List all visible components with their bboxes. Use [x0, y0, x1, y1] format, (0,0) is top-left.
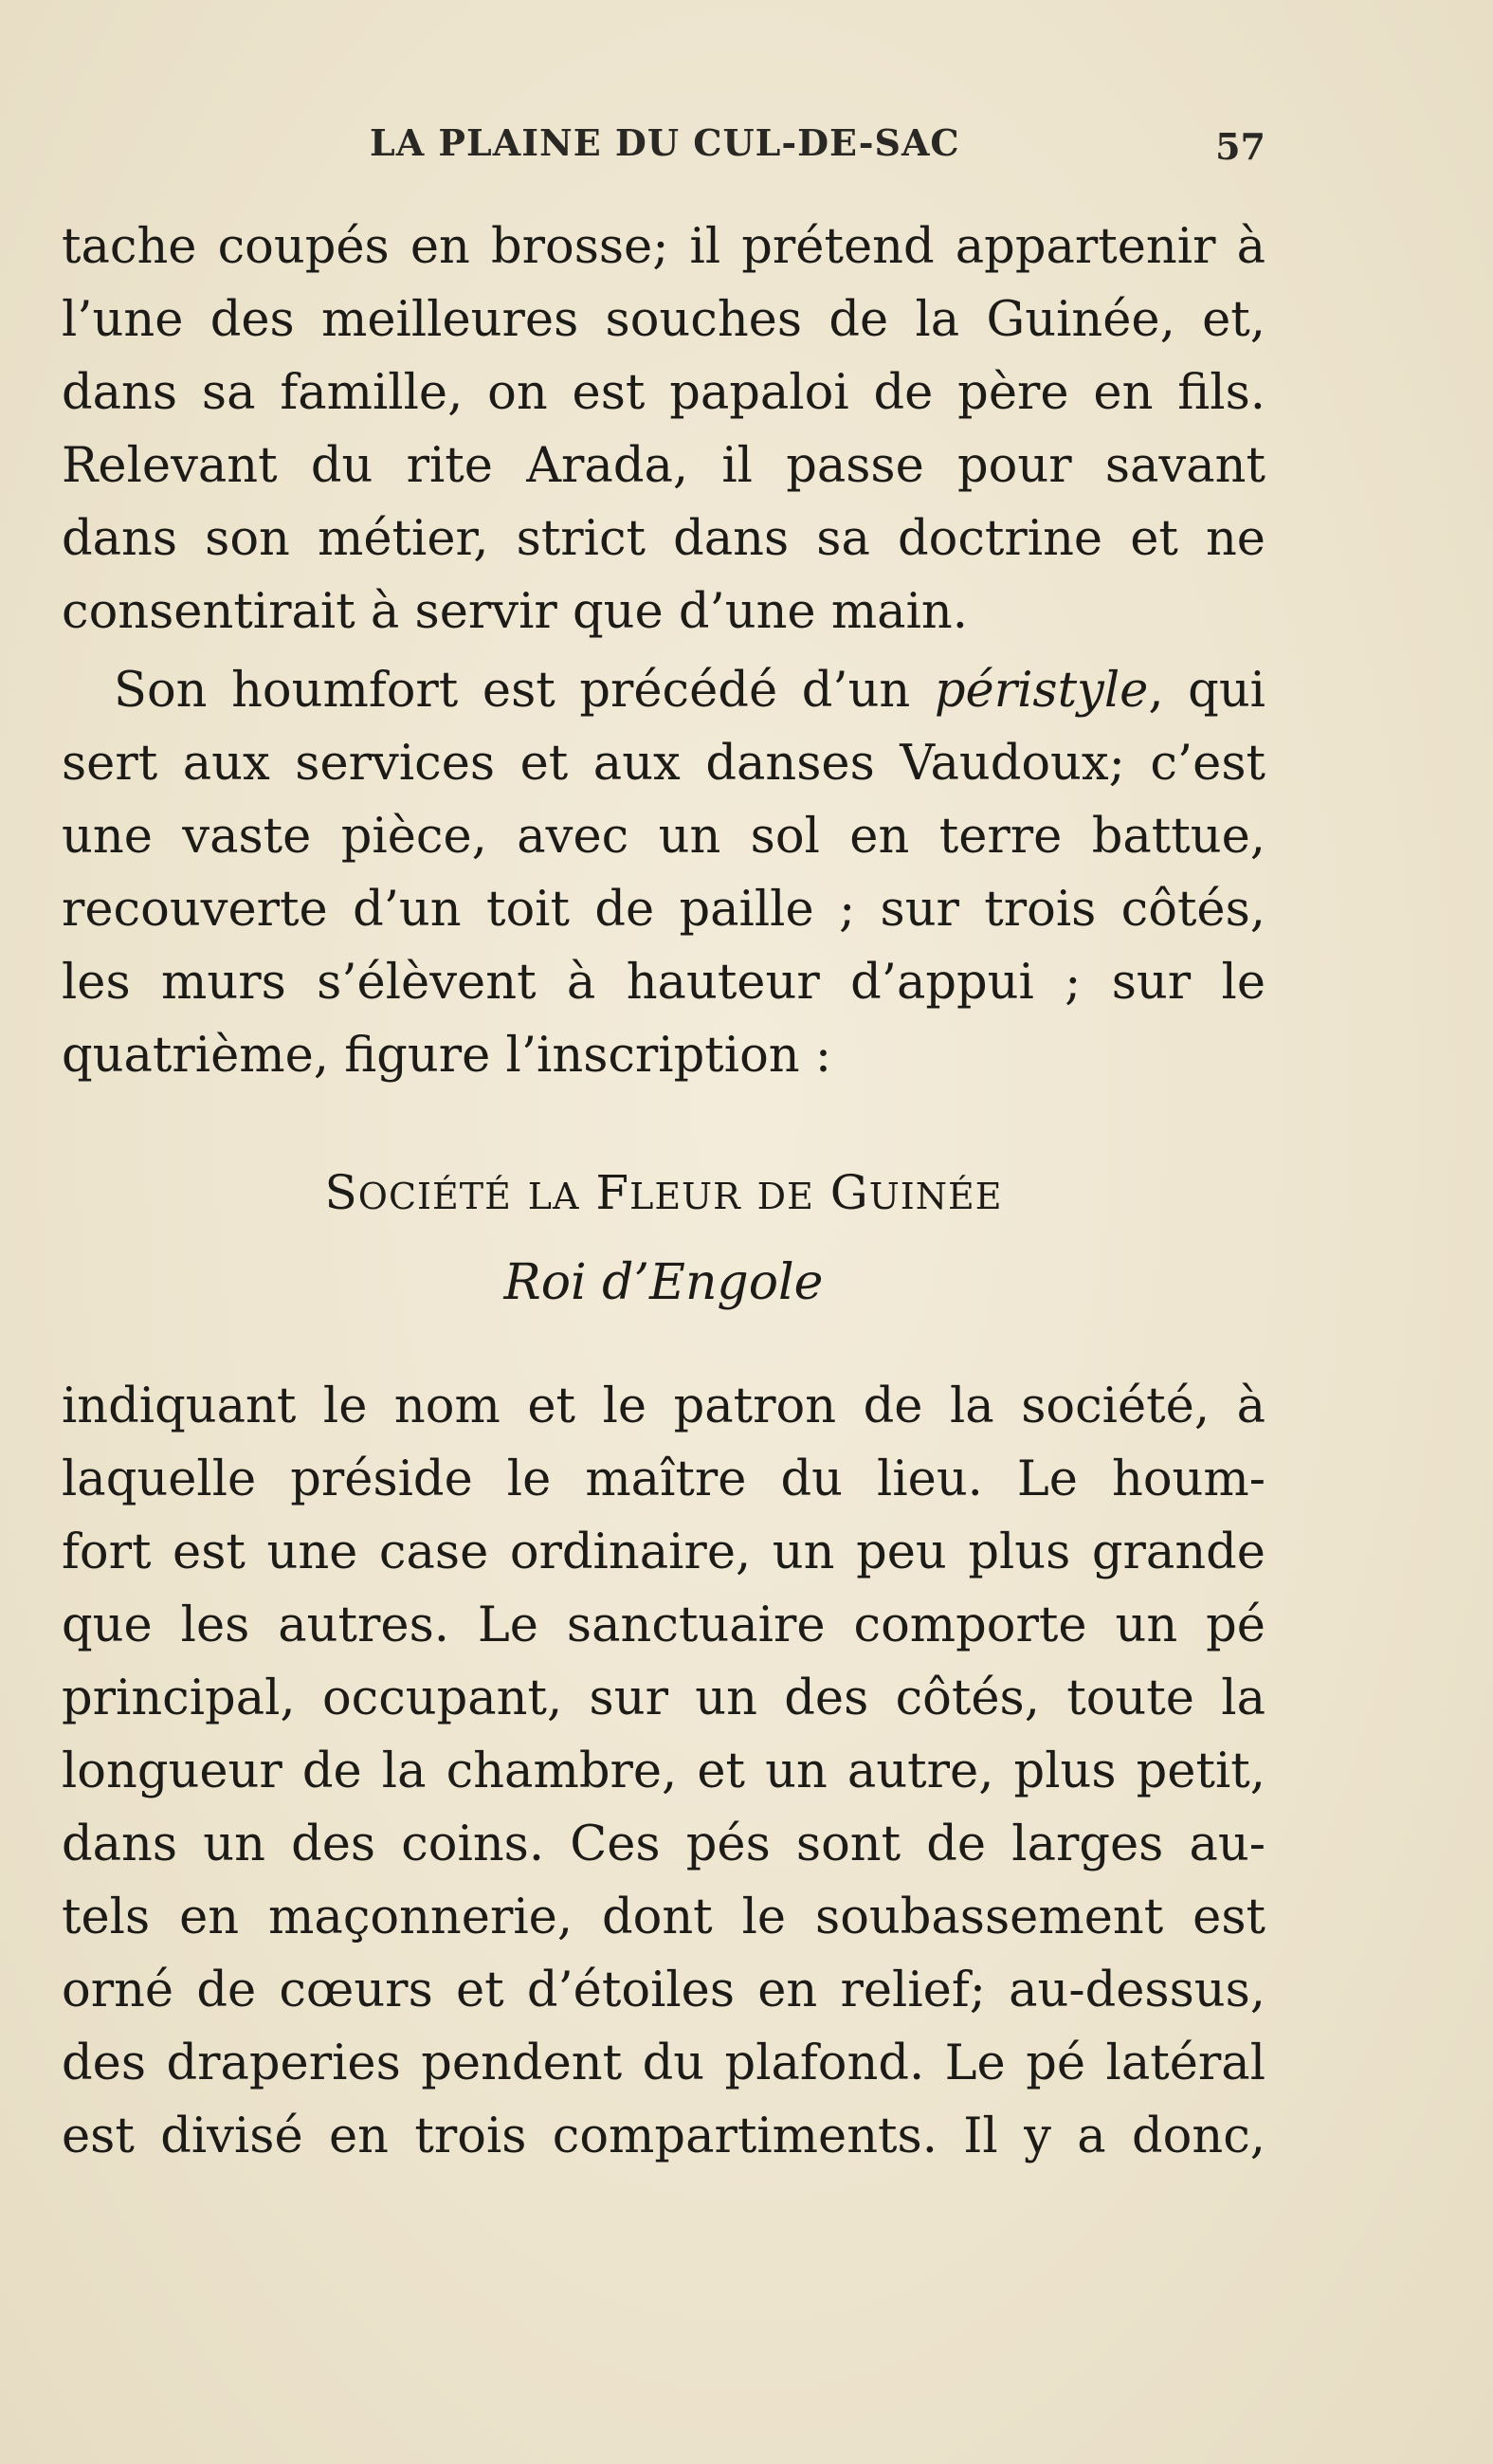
text-line: orné de cœurs et d’étoiles en relief; au-dessus,: [62, 1962, 1265, 2018]
text-line: dans son métier, strict dans sa doctrine et ne: [62, 511, 1265, 567]
paragraph-2: [62, 654, 1265, 1092]
page-header: [62, 121, 1265, 178]
inscription-word: F: [595, 1165, 630, 1220]
italic-term-peristyle: péristyle: [934, 663, 1149, 719]
text-line: l’une des meilleures souches de la Guinée, et,: [62, 292, 1265, 348]
inscription-title: [62, 1155, 1265, 1231]
text-line: dans sa famille, on est papaloi de père en fils.: [62, 365, 1265, 421]
text-line: dans un des coins. Ces pés sont de larges au-: [62, 1816, 1265, 1872]
text-line-with-italic: [62, 654, 1265, 727]
text-line: tels en maçonnerie, dont le soubassement est: [62, 1889, 1265, 1945]
text-line: est divisé en trois compartiments. Il y a donc,: [62, 2108, 1265, 2164]
text-line: Relevant du rite Arada, il passe pour savant: [62, 438, 1265, 494]
text-line: consentirait à servir que d’une main.: [62, 584, 968, 640]
text-line: tache coupés en brosse; il prétend appartenir à: [62, 219, 1265, 275]
text-line: quatrième, figure l’inscription :: [62, 1028, 832, 1084]
text-line: indiquant le nom et le patron de la société, à: [62, 1378, 1265, 1434]
text-line: longueur de la chambre, et un autre, plus petit,: [62, 1743, 1265, 1799]
inscription-word: OCIÉTÉ: [357, 1176, 512, 1217]
inscription-word: DE: [756, 1176, 814, 1217]
text-line: recouverte d’un toit de paille ; sur trois côtés,: [62, 882, 1265, 938]
paragraph-3: [62, 1370, 1265, 2173]
inscription-word: S: [324, 1165, 358, 1220]
inscription-word: LA: [527, 1176, 580, 1217]
inscription-word: UINÉE: [868, 1176, 1003, 1217]
inscription-word: LEUR: [629, 1176, 741, 1217]
text-segment: , qui: [1148, 663, 1265, 719]
text-segment: Son houmfort est précédé d’un: [114, 663, 935, 719]
inscription-word: G: [829, 1165, 869, 1220]
text-line: fort est une case ordinaire, un peu plus grande: [62, 1524, 1265, 1580]
paragraph-1: [62, 210, 1265, 648]
text-line: que les autres. Le sanctuaire comporte un pé: [62, 1597, 1265, 1653]
text-line: sert aux services et aux danses Vaudoux; c’est: [62, 736, 1265, 792]
text-line: laquelle préside le maître du lieu. Le houm-: [62, 1451, 1265, 1507]
inscription-subtitle: Roi d’Engole: [503, 1254, 824, 1311]
text-line: les murs s’élèvent à hauteur d’appui ; sur le: [62, 955, 1265, 1011]
text-line: des draperies pendent du plafond. Le pé latéral: [62, 2035, 1265, 2091]
text-line: principal, occupant, sur un des côtés, toute la: [62, 1670, 1265, 1726]
page-number: 57: [1215, 125, 1265, 168]
text-line: une vaste pièce, avec un sol en terre battue,: [62, 809, 1265, 865]
running-title: LA PLAINE DU CUL-DE-SAC: [370, 121, 960, 164]
